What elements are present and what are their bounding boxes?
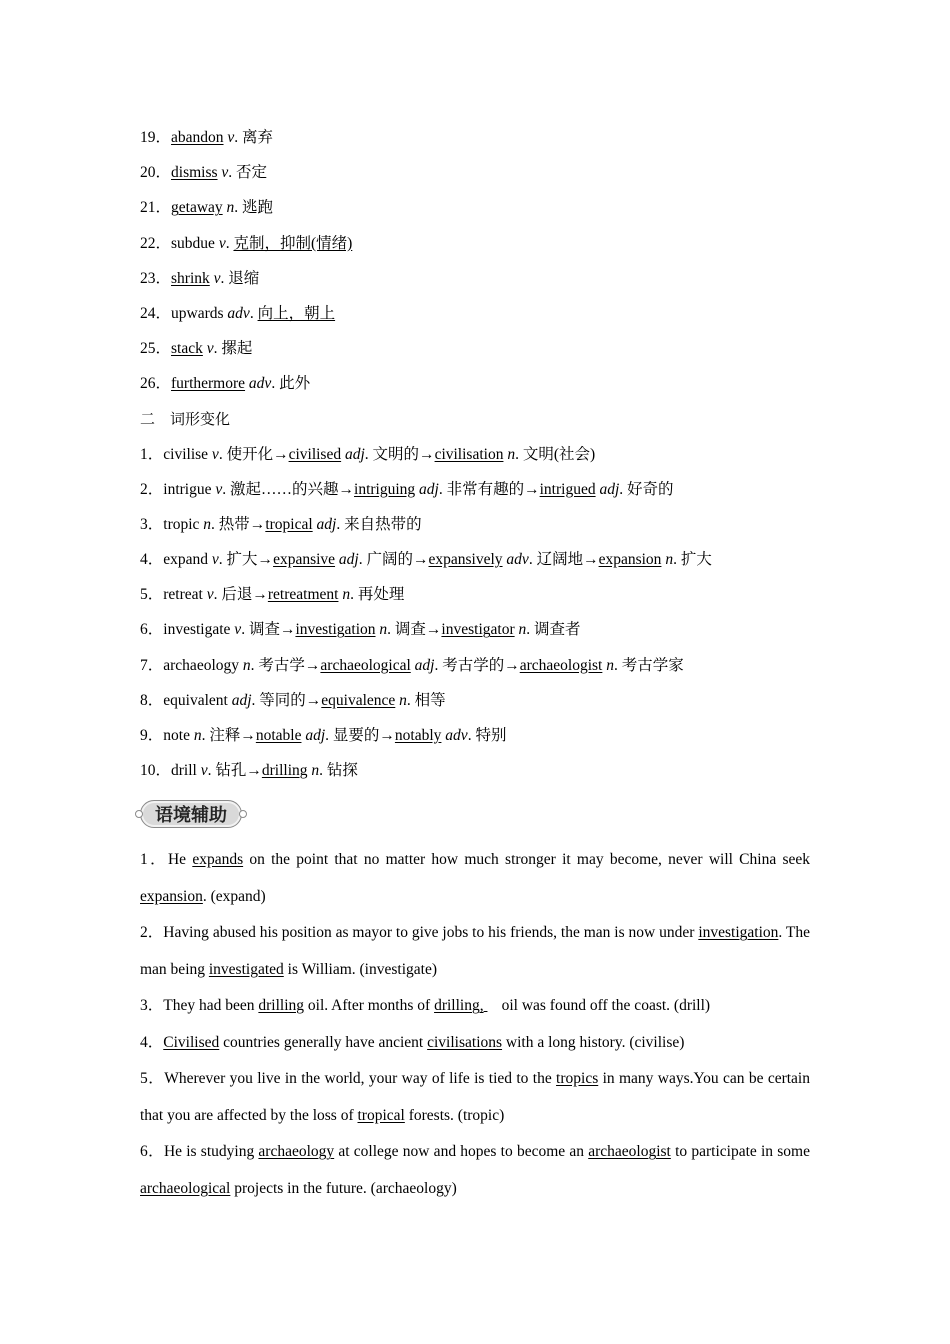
banner-row <box>140 790 810 838</box>
item-number: 22． <box>140 234 172 252</box>
item-number: 7． <box>140 656 164 674</box>
part-of-speech: v <box>206 340 214 358</box>
item-number: 2． <box>140 480 164 498</box>
part-of-speech: adv <box>248 375 272 393</box>
part-of-speech: adj <box>305 727 326 744</box>
vocab-meaning: 退缩 <box>228 269 260 287</box>
answer-word: archaeologist <box>588 1143 671 1161</box>
vocab-item: 23．shrink v. 退缩 <box>140 269 260 287</box>
part-of-speech: v <box>206 586 214 604</box>
part-of-speech: v <box>213 269 221 287</box>
answer-word: tropical <box>265 515 313 533</box>
answer-word: investigation <box>295 621 376 639</box>
word-forms-list <box>140 437 810 789</box>
item-number: 9． <box>140 727 164 744</box>
part-of-speech: n <box>193 727 202 744</box>
answer-word: expansion <box>598 551 662 569</box>
part-of-speech: adj <box>599 480 620 498</box>
item-number: 19． <box>140 129 172 146</box>
part-of-speech: n <box>518 621 527 639</box>
answer-word: notably <box>394 727 442 744</box>
part-of-speech: adj <box>419 480 439 498</box>
part-of-speech: v <box>218 234 226 252</box>
word-form-item: 2．intrigue v. 激起……的兴趣→intriguing adj. 非常有趣的→intrigued adj. 好奇的 <box>140 480 674 498</box>
vocab-meaning: 克制，抑制(情绪) <box>233 234 353 252</box>
answer-word: equivalence <box>321 691 396 709</box>
vocab-meaning: 摞起 <box>221 340 253 358</box>
part-of-speech: n <box>399 691 407 709</box>
answer-word: notable <box>255 727 302 744</box>
answer-word: archaeology <box>258 1143 335 1161</box>
answer-word: expansive <box>273 551 336 569</box>
vocab-item: 26．furthermore adv. 此外 <box>140 375 311 393</box>
vocab-meaning: 此外 <box>279 375 311 393</box>
part-of-speech: n <box>242 656 251 674</box>
item-number: 4． <box>140 551 164 569</box>
vocab-word: dismiss <box>171 164 218 182</box>
part-of-speech: adv <box>445 727 468 744</box>
part-of-speech: n <box>665 551 674 569</box>
context-banner: 语境辅助 <box>140 800 242 828</box>
answer-word: archaeologist <box>519 656 603 674</box>
answer-word: archaeological <box>140 1179 231 1197</box>
answer-word: civilisation <box>434 445 504 463</box>
answer-word: civilised <box>288 445 342 463</box>
vocab-meaning: 离弃 <box>242 129 274 146</box>
vocab-item: 22．subdue v. 克制，抑制(情绪) <box>140 234 353 252</box>
part-of-speech: n <box>606 656 614 674</box>
document-page <box>140 120 810 1207</box>
item-number: 1． <box>140 851 168 869</box>
vocab-item: 24．upwards adv. 向上，朝上 <box>140 304 336 322</box>
vocab-word: stack <box>171 340 203 358</box>
vocab-list <box>140 120 810 402</box>
part-of-speech: n <box>379 621 388 639</box>
answer-word: expansion <box>140 887 203 905</box>
answer-word: archaeological <box>320 656 411 674</box>
part-of-speech: v <box>211 551 219 569</box>
part-of-speech: v <box>234 621 242 639</box>
item-number: 26． <box>140 375 172 393</box>
vocab-item: 20．dismiss v. 否定 <box>140 164 268 182</box>
item-number: 6． <box>140 621 164 639</box>
answer-word: tropics <box>556 1070 599 1088</box>
item-number: 5． <box>140 1070 165 1088</box>
example-sentence: 5．Wherever you live in the world, your way of life is tied to the tropics in many ways.You can be certain that you are affected by the loss of tropical forests. (tropic) <box>140 1070 810 1124</box>
answer-word: investigator <box>441 621 515 639</box>
vocab-word: getaway <box>171 199 223 217</box>
answer-word: drilling <box>258 997 305 1015</box>
item-number: 23． <box>140 269 172 287</box>
answer-word: retreatment <box>267 586 339 604</box>
example-sentence: 3．They had been drilling oil. After months of drilling, oil was found off the coast. (drill) <box>140 988 810 1025</box>
example-sentence: 6．He is studying archaeology at college now and hopes to become an archaeologist to participate in some archaeological projects in the future. (archaeology) <box>140 1143 810 1197</box>
vocab-word: furthermore <box>171 375 246 393</box>
vocab-meaning: 否定 <box>236 164 268 182</box>
item-number: 6． <box>140 1143 164 1161</box>
word-form-item: 7．archaeology n. 考古学→archaeological adj. 考古学的→archaeologist n. 考古学家 <box>140 656 684 674</box>
answer-word: drilling, <box>434 997 484 1015</box>
item-number: 1． <box>140 445 164 463</box>
part-of-speech: n <box>203 515 212 533</box>
item-number: 4． <box>140 1033 164 1051</box>
part-of-speech: n <box>311 762 320 780</box>
answer-word: intriguing <box>354 480 416 498</box>
part-of-speech: adj <box>338 551 359 569</box>
part-of-speech: adj <box>231 691 252 709</box>
sentence-list <box>140 842 810 1207</box>
answer-word: expansively <box>428 551 503 569</box>
word-form-item: 5．retreat v. 后退→retreatment n. 再处理 <box>140 586 405 604</box>
vocab-meaning: 逃跑 <box>242 199 274 217</box>
item-number: 8． <box>140 691 164 709</box>
answer-word: civilisations <box>427 1033 503 1051</box>
word-form-item: 9．note n. 注释→notable adj. 显要的→notably adv. 特别 <box>140 727 507 744</box>
word-form-item: 1．civilise v. 使开化→civilised adj. 文明的→civilisation n. 文明(社会) <box>140 445 596 463</box>
part-of-speech: n <box>342 586 351 604</box>
section-heading: 二 词形变化 <box>140 409 231 428</box>
vocab-item: 25．stack v. 摞起 <box>140 340 253 358</box>
answer-word: intrigued <box>539 480 596 498</box>
example-sentence: 4．Civilised countries generally have ancient civilisations with a long history. (civilise) <box>140 1033 685 1051</box>
vocab-word: subdue <box>171 234 215 252</box>
word-form-item: 3．tropic n. 热带→tropical adj. 来自热带的 <box>140 515 422 533</box>
item-number: 10． <box>140 762 172 780</box>
vocab-item: 19．abandon v. 离弃 <box>140 129 274 146</box>
vocab-word: abandon <box>171 129 224 146</box>
part-of-speech: v <box>221 164 229 182</box>
answer-word: Civilised <box>163 1033 220 1051</box>
answer-word: investigated <box>208 960 284 978</box>
item-number: 3． <box>140 997 164 1015</box>
item-number: 2． <box>140 924 164 942</box>
example-sentence: 2．Having abused his position as mayor to give jobs to his friends, the man is now under investigation. The man being investigated is William. (investigate) <box>140 924 810 978</box>
example-sentence: 1．He expands on the point that no matter how much stronger it may become, never will China seek expansion. (expand) <box>140 851 810 905</box>
word-form-item: 6．investigate v. 调查→investigation n. 调查→investigator n. 调查者 <box>140 621 581 639</box>
part-of-speech: adj <box>344 445 365 463</box>
word-form-item: 10．drill v. 钻孔→drilling n. 钻探 <box>140 762 358 780</box>
part-of-speech: v <box>227 129 235 146</box>
vocab-word: upwards <box>171 304 224 322</box>
blank-gap <box>484 988 502 1025</box>
item-number: 3． <box>140 515 164 533</box>
vocab-item: 21．getaway n. 逃跑 <box>140 199 274 217</box>
part-of-speech: adj <box>414 656 435 674</box>
item-number: 5． <box>140 586 164 604</box>
item-number: 20． <box>140 164 172 182</box>
answer-word: investigation <box>698 924 779 942</box>
part-of-speech: adj <box>316 515 337 533</box>
word-form-item: 4．expand v. 扩大→expansive adj. 广阔的→expansively adv. 辽阔地→expansion n. 扩大 <box>140 551 712 569</box>
answer-word: tropical <box>357 1106 405 1124</box>
part-of-speech: v <box>211 445 219 463</box>
item-number: 24． <box>140 304 172 322</box>
answer-word: expands <box>192 851 244 869</box>
part-of-speech: n <box>226 199 235 217</box>
part-of-speech: n <box>507 445 516 463</box>
vocab-meaning: 向上，朝上 <box>257 304 336 322</box>
part-of-speech: v <box>200 762 208 780</box>
word-form-item: 8．equivalent adj. 等同的→equivalence n. 相等 <box>140 691 446 709</box>
item-number: 21． <box>140 199 172 217</box>
part-of-speech: adv <box>506 551 529 569</box>
item-number: 25． <box>140 340 172 358</box>
vocab-word: shrink <box>171 269 210 287</box>
answer-word: drilling <box>261 762 308 780</box>
part-of-speech: adv <box>227 304 250 322</box>
part-of-speech: v <box>215 480 223 498</box>
